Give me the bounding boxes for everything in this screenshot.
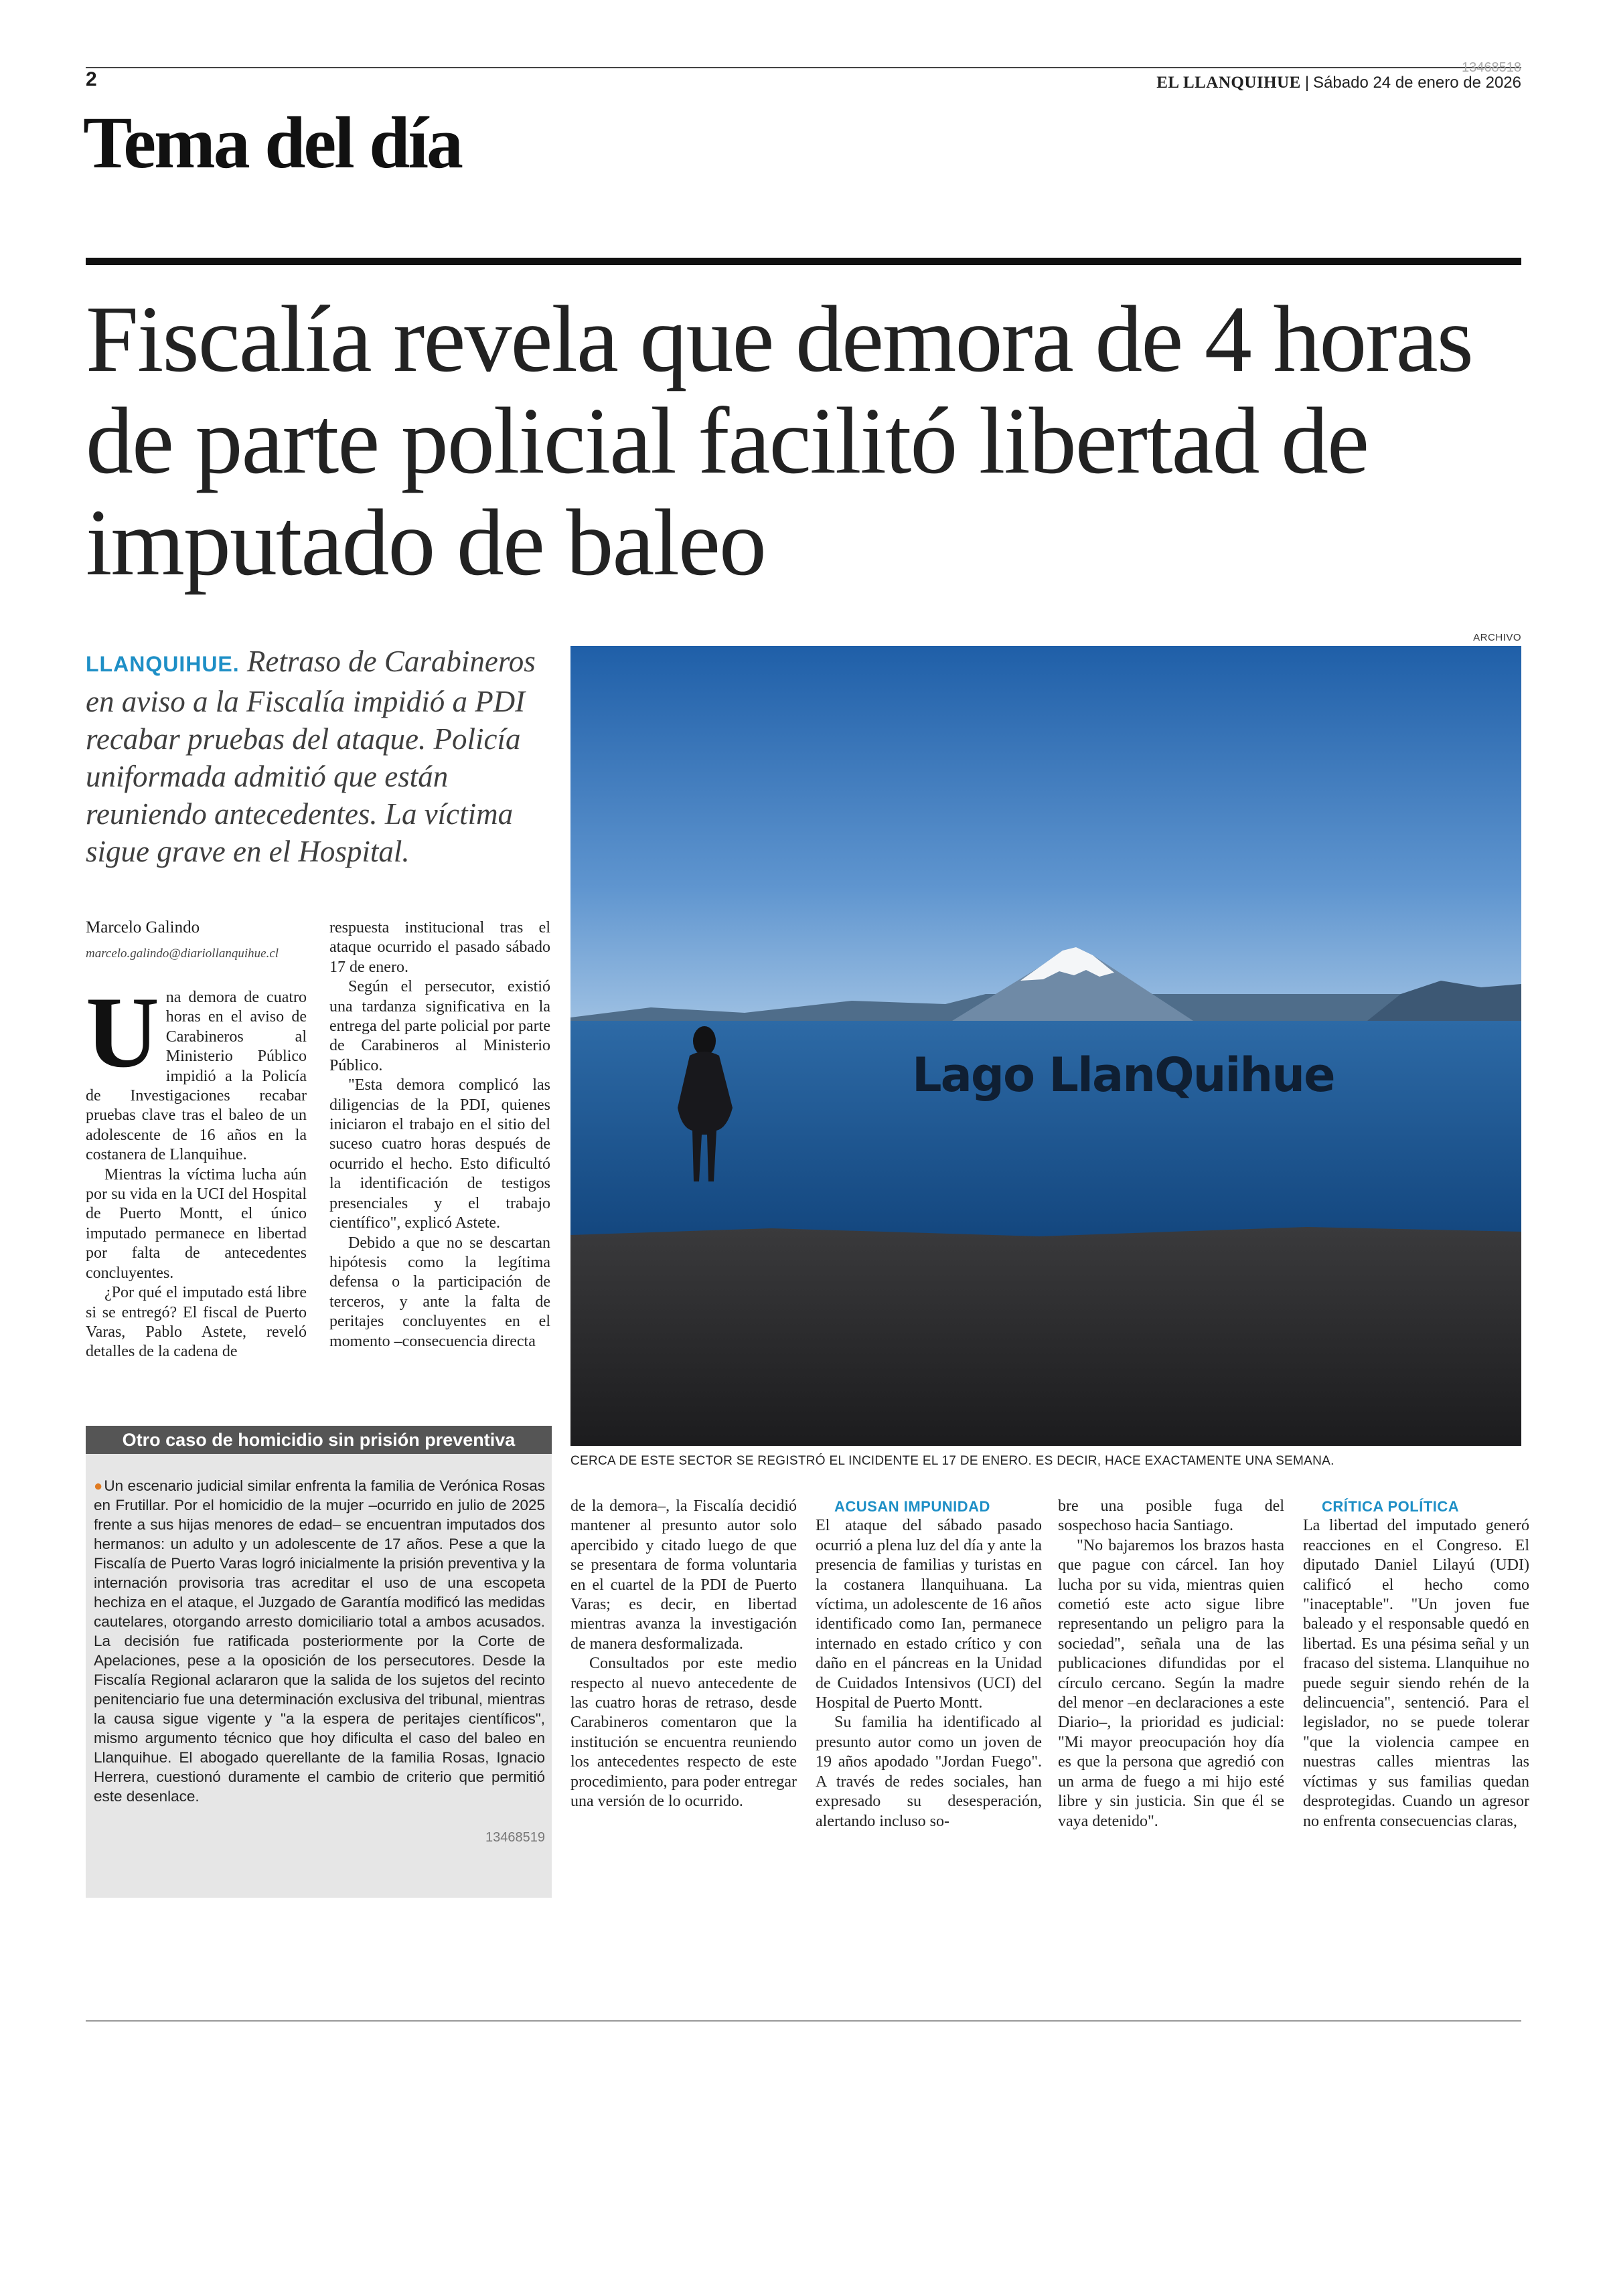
body-column-6: [1303, 1497, 1529, 1831]
lake-photo: [570, 646, 1521, 1446]
top-rule: [86, 67, 1521, 68]
section-title: Tema del día: [83, 102, 462, 183]
beach: [570, 1227, 1521, 1446]
body-paragraph: El ataque del sábado pasado ocurrió a plena luz del día y ante la presencia de familias y turistas en la costanera llanquihuana. La víctima, un adolescente de 16 años identificado como Ian, permanece internado en estado crítico y con daño en el páncreas en la Unidad de Cuidados Intensivos (UCI) del Hospital de Puerto Montt.: [816, 1517, 1042, 1712]
bullet-icon: ●: [94, 1477, 103, 1494]
body-column-2: [329, 918, 550, 1351]
page-number: 2: [86, 68, 97, 90]
section-rule: [86, 258, 1521, 265]
page-code: 13468518: [1462, 60, 1521, 75]
author-email: marcelo.galindo@diariollanquihue.cl: [86, 947, 279, 961]
sidebar-text: ●Un escenario judicial similar enfrenta la familia de Verónica Rosas en Frutillar. Por el homicidio de la mujer –ocurrido en julio de 2025 frente a sus hijas menores de edad– se encuentran imputados dos hermanos: un adulto y un adolescente de 17 años. Pese a que la Fiscalía de Puerto Varas logró inicialmente la prisión preventiva y la internación provisoria tras acreditar el uso de una escopeta hechiza en el ataque, el Juzgado de Garantía modificó las medidas cautelares, otorgando arresto domiciliario total a ambos acusados. La decisión fue ratificada posteriormente por la Corte de Apelaciones, pese a la oposición de los persecutores. Desde la Fiscalía Regional aclararon que la salida de los sujetos del recinto penitenciario fue una determinación exclusiva del tribunal, mientras la causa sigue vigente y "a la espera de peritajes científicos", mismo argumento técnico que hoy dificulta el caso del baleo en Llanquihue. El abogado querellante de la familia Rosas, Ignacio Herrera, cuestionó duramente el cambio de criterio que permitió este desenlace.: [94, 1477, 545, 1805]
sidebar-code: 13468519: [485, 1830, 545, 1845]
lead-paragraph: [86, 643, 554, 870]
body-paragraph: Mientras la víctima lucha aún por su vida en la UCI del Hospital de Puerto Montt, el único imputado permanece en libertad por falta de antecedentes concluyentes.: [86, 1165, 307, 1282]
body-paragraph: bre una posible fuga del sospechoso hacia Santiago.: [1058, 1497, 1284, 1535]
bottom-rule: [86, 2020, 1521, 2022]
body-paragraph: Su familia ha identificado al presunto autor como un joven de 19 años apodado "Jordan Fuego". A través de redes sociales, han expresado su desesperación, alertando incluso so-: [816, 1714, 1042, 1830]
sidebar-title: Otro caso de homicidio sin prisión preventiva: [86, 1426, 552, 1454]
lead-location: LLANQUIHUE.: [86, 652, 240, 676]
body-column-5: [1058, 1497, 1284, 1831]
headline: Fiscalía revela que demora de 4 horas de parte policial facilitó libertad de imputado de baleo: [86, 286, 1472, 595]
body-column-3: [570, 1497, 797, 1812]
drop-cap: U: [86, 976, 159, 1088]
masthead-separator: |: [1304, 74, 1310, 92]
photo-caption: CERCA DE ESTE SECTOR SE REGISTRÓ EL INCIDENTE EL 17 DE ENERO. ES DECIR, HACE EXACTAMENTE UNA SEMANA.: [570, 1454, 1334, 1468]
newspaper-name: EL LLANQUIHUE: [1156, 74, 1301, 92]
body-paragraph: Una demora de cuatro horas en el aviso de Carabineros al Ministerio Público impidió a la Policía de Investigaciones recabar pruebas clave tras el baleo de un adolescente de 16 años en la costanera de Llanquihue.: [86, 976, 307, 1164]
body-paragraph: La libertad del imputado generó reacciones en el Congreso. El diputado Daniel Lilayú (UDI) calificó el hecho como "inaceptable". "Un joven fue baleado y el responsable quedó en libertad. Es una pésima señal y un fracaso del sistema. Llanquihue no puede seguir siendo rehén de la delincuencia", sentenció. Para el legislador, no se puede tolerar "que la violencia campee en nuestras calles mientras las víctimas y sus familias quedan desprotegidas. Cuando un agresor no enfrenta consecuencias claras,: [1303, 1517, 1529, 1830]
body-column-4: [816, 1497, 1042, 1831]
body-paragraph: Consultados por este medio respecto al nuevo antecedente de las cuatro horas de retraso, desde Carabineros comentaron que la institución se encuentra reuniendo los antecedentes respecto de este procedimiento, para poder entregar una versión de lo ocurrido.: [570, 1655, 797, 1811]
body-paragraph: Según el persecutor, existió una tardanza significativa en la entrega del parte policial por parte de Carabineros al Ministerio Público.: [329, 978, 550, 1074]
subheading: CRÍTICA POLÍTICA: [1322, 1498, 1460, 1515]
lead-text: Retraso de Carabineros en aviso a la Fiscalía impidió a PDI recabar pruebas del ataque. Policía uniformada admitió que están reuniendo antecedentes. La víctima sigue grave en el Hospital.: [86, 645, 536, 868]
body-paragraph: de la demora–, la Fiscalía decidió mantener al presunto autor solo apercibido y citado luego de que se presentara de forma voluntaria en el cuartel de la PDI de Puerto Varas; es decir, en libertad mientras avanza la investigación de manera desformalizada.: [570, 1497, 797, 1653]
body-column-1: [86, 976, 307, 1362]
body-paragraph: ¿Por qué el imputado está libre si se entregó? El fiscal de Puerto Varas, Pablo Astete, reveló detalles de la cadena de: [86, 1284, 307, 1361]
author-name: Marcelo Galindo: [86, 918, 200, 936]
subheading: ACUSAN IMPUNIDAD: [834, 1498, 990, 1515]
masthead: [1156, 74, 1521, 92]
issue-date: Sábado 24 de enero de 2026: [1313, 74, 1521, 92]
lake-sign: Lago LlanQuihue: [912, 1048, 1334, 1102]
body-paragraph: respuesta institucional tras el ataque ocurrido el pasado sábado 17 de enero.: [329, 919, 550, 976]
body-paragraph: "Esta demora complicó las diligencias de la PDI, quienes iniciaron el trabajo en el sitio del suceso cuatro horas después de ocurrido el hecho. Esto dificultó la identificación de testigos presenciales y el trabajo científico", explicó Astete.: [329, 1076, 550, 1232]
body-paragraph: Debido a que no se descartan hipótesis como la legítima defensa o la participación de terceros, y ante la falta de peritajes concluyentes en el momento –consecuencia directa: [329, 1234, 550, 1350]
body-paragraph: "No bajaremos los brazos hasta que pague con cárcel. Ian hoy lucha por su vida, mientras quien cometió este acto sigue libre representando un peligro para la sociedad", señala una de las publicaciones difundidas por el círculo cercano. Según la madre del menor –en declaraciones a este Diario–, la prioridad es judicial: "Mi mayor preocupación hoy día es que la persona que agredió con un arma de fuego a mi hijo esté libre y sin justicia. Sin que él se vaya detenido".: [1058, 1536, 1284, 1830]
photo-credit: ARCHIVO: [1473, 632, 1521, 643]
